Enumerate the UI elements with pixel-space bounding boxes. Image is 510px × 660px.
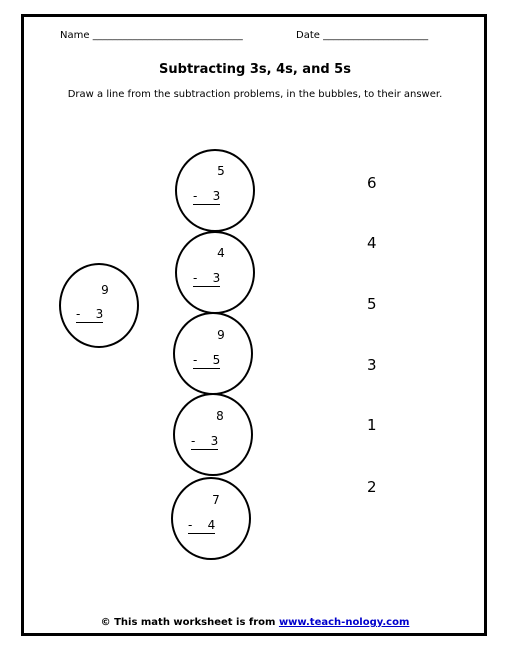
name-field	[60, 30, 243, 41]
date-field	[296, 30, 428, 41]
problem-bubble	[175, 231, 255, 314]
answer: 6	[367, 174, 377, 192]
name-line: ______________________________	[92, 30, 243, 41]
footer-text: © This math worksheet is from	[100, 617, 279, 628]
problem-top-number: 8	[216, 409, 224, 423]
footer	[0, 617, 510, 628]
worksheet-title: Subtracting 3s, 4s, and 5s	[159, 62, 351, 77]
problem-top-number: 4	[217, 246, 225, 260]
problem-bubble	[173, 312, 253, 395]
footer-link[interactable]: www.teach-nology.com	[278, 617, 410, 628]
problem-top-number: 9	[217, 328, 225, 342]
answer: 4	[367, 234, 377, 252]
answer: 2	[367, 478, 377, 496]
answer: 5	[367, 295, 377, 313]
answer: 3	[367, 356, 377, 374]
problem-bubble	[175, 149, 255, 232]
problem-bottom-line: - 3	[193, 271, 221, 285]
date-label: Date	[296, 30, 320, 41]
problem-bottom-line: - 5	[193, 353, 221, 367]
problem-bottom-line: - 4	[188, 518, 216, 532]
problem-bubble-left	[59, 263, 139, 348]
problem-top-number: 5	[217, 164, 225, 178]
problem-bottom-line: - 3	[191, 434, 219, 448]
date-line: _____________________	[323, 30, 429, 41]
name-label: Name	[60, 30, 90, 41]
problem-bottom-line: - 3	[76, 307, 104, 321]
problem-top-number: 7	[212, 493, 220, 507]
problem-bubble	[171, 477, 251, 560]
problem-bottom-line: - 3	[193, 189, 221, 203]
answer: 1	[367, 416, 377, 434]
problem-bubble	[173, 393, 253, 476]
instructions: Draw a line from the subtraction problems, in the bubbles, to their answer.	[67, 89, 443, 100]
problem-top-number: 9	[101, 283, 109, 297]
